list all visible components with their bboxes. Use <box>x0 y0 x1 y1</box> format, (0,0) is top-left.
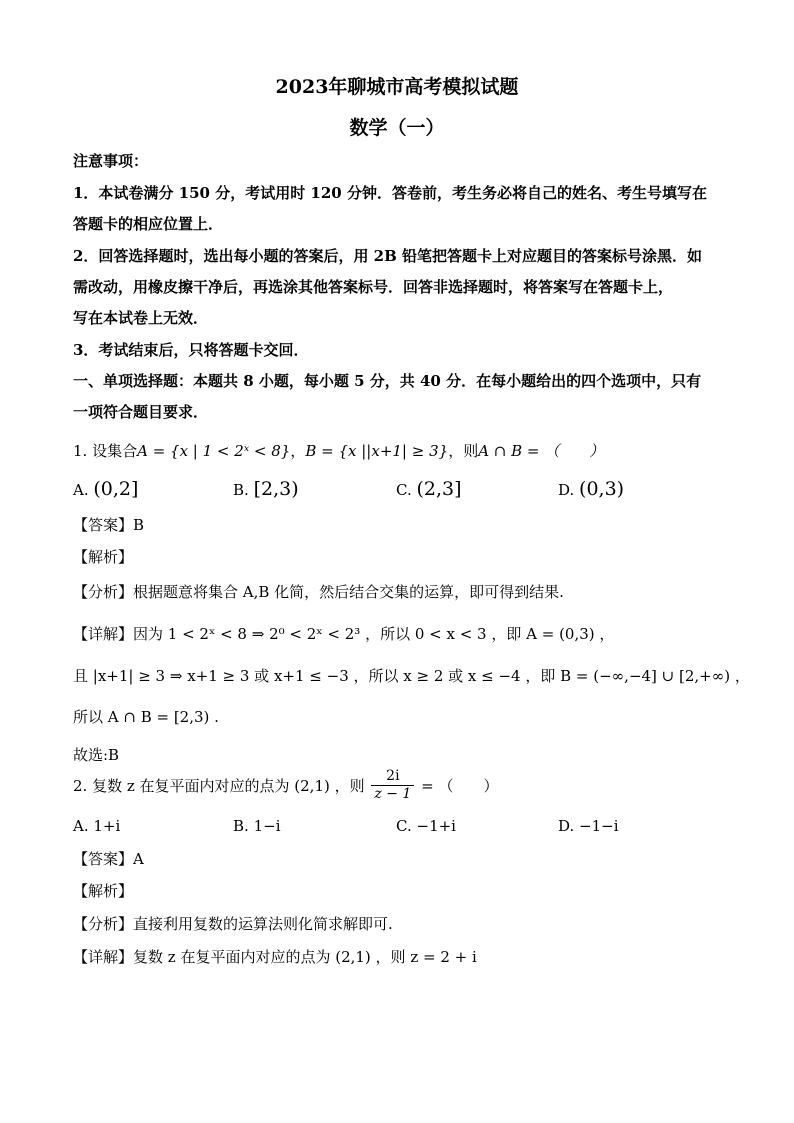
option-value: −1−i <box>579 817 619 835</box>
option-value: −1+i <box>416 817 456 835</box>
option-label: D. <box>558 817 575 835</box>
question-1-choose: 故选:B <box>73 746 120 764</box>
answer-tag: 【答案】 <box>73 850 134 868</box>
option-value: 1−i <box>253 817 281 835</box>
question-1-fenxi <box>73 581 564 602</box>
notice-heading: 注意事项： <box>73 152 149 170</box>
option-value: [2,3) <box>253 478 299 500</box>
answer-value: B <box>133 516 145 534</box>
notice-item-1-line-1: 1．本试卷满分 150 分，考试用时 120 分钟．答卷前，考生务必将自己的姓名、考生号填写在 <box>73 184 707 202</box>
detail-text: 因为 1 < 2ˣ < 8 ⇒ 2⁰ < 2ˣ < 2³ ，所以 0 < x < 3 ，即 A = (0,3) ， <box>133 625 615 643</box>
section-1-heading-line-2: 一项符合题目要求． <box>73 403 209 421</box>
question-1-analysis-tag: 【解析】 <box>73 548 134 566</box>
question-1-prefix: 1. 设集合 <box>73 442 138 460</box>
question-1-detail-line-2: 且 |x+1| ≥ 3 ⇒ x+1 ≥ 3 或 x+1 ≤ −3 ，所以 x ≥ 2 或 x ≤ −4 ，即 B = (−∞,−4] ∪ [2,+∞) ， <box>73 667 750 685</box>
option-label: C. <box>396 817 412 835</box>
option-value: (0,3) <box>579 478 625 500</box>
question-1-stem <box>73 440 604 461</box>
question-2-detail-line-1 <box>73 946 477 967</box>
option-value: 1+i <box>93 817 121 835</box>
question-2-prefix: 2. 复数 z 在复平面内对应的点为 (2,1) ，则 <box>73 777 365 795</box>
question-2-option-a <box>73 817 120 835</box>
question-1-suffix: ，则 <box>448 442 479 460</box>
question-1-set-b: B = {x ||x+1| ≥ 3} <box>305 442 449 460</box>
detail-tag: 【详解】 <box>73 948 134 966</box>
question-1-option-b <box>233 478 299 500</box>
fraction-denominator: z − 1 <box>374 786 412 802</box>
question-2-option-c <box>396 817 456 835</box>
fenxi-text: 直接利用复数的运算法则化简求解即可. <box>133 915 393 933</box>
question-1-separator: ， <box>290 442 306 460</box>
question-2-stem <box>73 768 498 803</box>
option-label: A. <box>73 817 89 835</box>
exam-title: 2023年聊城市高考模拟试题 <box>275 76 519 98</box>
question-1-option-c <box>396 478 462 500</box>
exam-subtitle: 数学（一） <box>349 117 445 139</box>
option-label: B. <box>233 481 249 499</box>
question-1-ask: A ∩ B = （ ） <box>478 442 605 460</box>
question-2-answer <box>73 848 144 869</box>
question-1-answer <box>73 514 144 535</box>
option-label: B. <box>233 817 249 835</box>
question-1-detail-line-3: 所以 A ∩ B = [2,3) . <box>73 708 219 726</box>
option-label: D. <box>558 481 575 499</box>
question-1-detail-line-1 <box>73 623 614 644</box>
notice-item-3: 3．考试结束后，只将答题卡交回． <box>73 341 309 359</box>
fenxi-tag: 【分析】 <box>73 583 134 601</box>
fenxi-tag: 【分析】 <box>73 915 134 933</box>
question-2-fenxi <box>73 913 393 934</box>
question-2-option-b <box>233 817 281 835</box>
question-2-fraction <box>371 768 414 803</box>
question-1-option-a <box>73 478 138 500</box>
option-label: C. <box>396 481 412 499</box>
question-2-analysis-tag: 【解析】 <box>73 882 134 900</box>
question-2-suffix: = （ ） <box>421 777 499 795</box>
question-1-set-a: A = {x | 1 < 2ˣ < 8} <box>137 442 291 460</box>
option-label: A. <box>73 481 89 499</box>
option-value: (0,2] <box>93 478 139 500</box>
fraction-numerator: 2i <box>371 768 414 786</box>
fenxi-text: 根据题意将集合 A,B 化简，然后结合交集的运算，即可得到结果. <box>133 583 564 601</box>
notice-item-2-line-3: 写在本试卷上无效． <box>73 309 209 327</box>
section-1-heading-line-1: 一、单项选择题：本题共 8 小题，每小题 5 分，共 40 分．在每小题给出的四个选项中，只有 <box>73 372 702 390</box>
notice-item-2-line-2: 需改动，用橡皮擦干净后，再选涂其他答案标号．回答非选择题时，将答案写在答题卡上， <box>73 278 674 296</box>
detail-tag: 【详解】 <box>73 625 134 643</box>
answer-tag: 【答案】 <box>73 516 134 534</box>
question-1-option-d <box>558 478 624 500</box>
option-value: (2,3] <box>416 478 462 500</box>
detail-text: 复数 z 在复平面内对应的点为 (2,1) ，则 z = 2 + i <box>133 948 477 966</box>
notice-item-2-line-1: 2．回答选择题时，选出每小题的答案后，用 2B 铅笔把答题卡上对应题目的答案标号涂黑．如 <box>73 247 703 265</box>
answer-value: A <box>133 850 144 868</box>
question-2-option-d <box>558 817 619 835</box>
notice-item-1-line-2: 答题卡的相应位置上． <box>73 215 224 233</box>
